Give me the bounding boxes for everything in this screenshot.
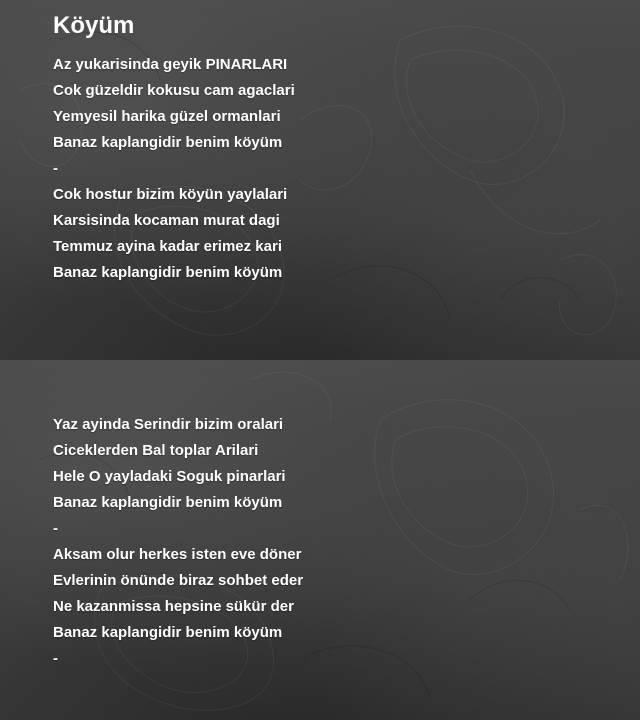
poem-part-2 [53, 412, 303, 672]
poem-line-separator: - [53, 520, 58, 537]
poem-line: Banaz kaplangidir benim köyüm [53, 494, 283, 511]
poem-line: Banaz kaplangidir benim köyüm [53, 624, 283, 641]
poem-line-separator: - [53, 650, 58, 667]
poem-title: Köyüm [53, 12, 135, 39]
poem-line: Karsisinda kocaman murat dagi [53, 212, 280, 229]
poem-line: Cok hostur bizim köyün yaylalari [53, 186, 288, 203]
poem-line: Hele O yayladaki Soguk pinarlari [53, 468, 286, 485]
poem-line: Banaz kaplangidir benim köyüm [53, 134, 283, 151]
poem-line: Evlerinin önünde biraz sohbet eder [53, 572, 304, 589]
poem-line: Banaz kaplangidir benim köyüm [53, 264, 283, 281]
poem-line: Aksam olur herkes isten eve döner [53, 546, 302, 563]
poem-line: Ciceklerden Bal toplar Arilari [53, 442, 259, 459]
poem-line-separator: - [53, 160, 58, 177]
poem-line: Az yukarisinda geyik PINARLARI [53, 56, 288, 73]
poem-line: Yemyesil harika güzel ormanlari [53, 108, 281, 125]
poem-line: Cok güzeldir kokusu cam agaclari [53, 82, 295, 99]
poem-line: Yaz ayinda Serindir bizim oralari [53, 416, 284, 433]
poem-panel-bottom [0, 360, 640, 720]
poem-part-1 [53, 52, 295, 286]
poem-line: Ne kazanmissa hepsine sükür der [53, 598, 294, 615]
poem-line: Temmuz ayina kadar erimez kari [53, 238, 282, 255]
